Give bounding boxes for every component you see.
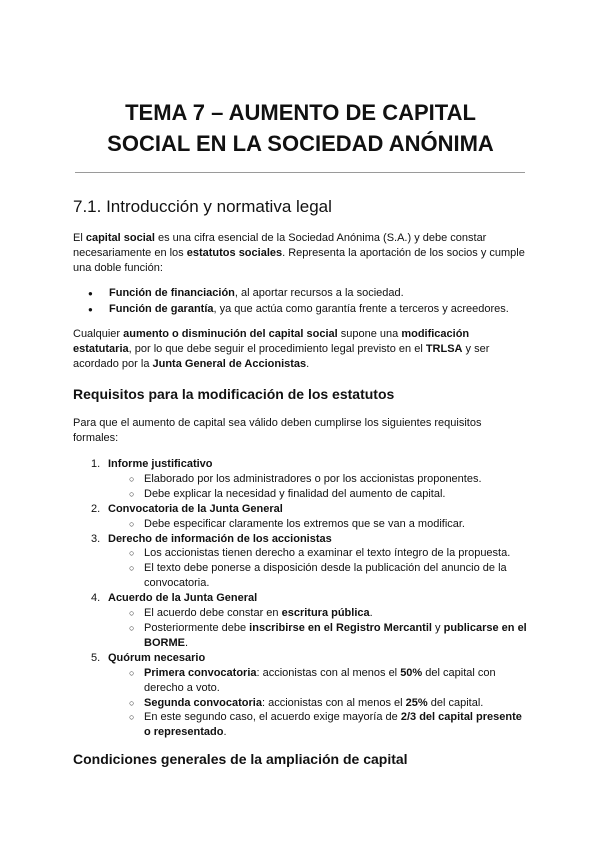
list-item — [88, 302, 528, 318]
sub-text: del capital. — [427, 696, 484, 709]
condiciones-heading: Condiciones generales de la ampliación de capital — [73, 751, 408, 767]
intro-text: . Representa la aportación de los socios y cumple una doble función: — [73, 247, 525, 274]
sub-list — [108, 546, 528, 591]
sub-text: y — [431, 621, 444, 634]
sub-bold: 25% — [405, 696, 428, 709]
sub-item: ○ El texto debe ponerse a disposición desde la publicación del anuncio de la convocatoria. — [108, 561, 528, 591]
sub-text: Posteriormente debe — [144, 621, 250, 634]
sub-text: del capital con derecho a voto. — [144, 666, 496, 694]
item-title: Convocatoria de la Junta General — [108, 502, 283, 515]
sub-bold: publicarse en el BORME — [144, 621, 527, 649]
function-title: Función de garantía — [109, 302, 214, 315]
requisitos-list — [91, 457, 528, 740]
sub-text: . — [369, 607, 373, 620]
sub-text: El acuerdo debe constar en — [144, 607, 282, 620]
functions-list — [88, 286, 528, 317]
sub-bold: 2/3 del capital presente o representado — [144, 711, 522, 739]
list-item — [91, 532, 528, 592]
intro-paragraph — [73, 231, 528, 276]
sub-bold: Segunda convocatoria — [144, 696, 262, 709]
list-item — [91, 591, 528, 651]
sub-item: ○ Debe especificar claramente los extremos que se van a modificar. — [108, 517, 528, 532]
sub-text: . — [184, 636, 189, 649]
para-text: . — [306, 358, 310, 370]
sub-item — [108, 710, 528, 740]
sub-bold: inscribirse en el Registro Mercantil — [249, 621, 432, 634]
sub-item — [108, 666, 528, 696]
function-title: Función de financiación — [109, 287, 235, 299]
para-text: , por lo que debe seguir el procedimiento legal previsto en el — [128, 343, 426, 355]
title-divider — [75, 172, 525, 173]
modification-paragraph — [73, 327, 528, 372]
sub-list — [108, 517, 528, 532]
item-title: Informe justificativo — [108, 458, 213, 470]
item-title: Derecho de información de los accionistas — [108, 532, 332, 545]
function-text: , al aportar recursos a la sociedad. — [234, 287, 404, 299]
title-line-2: SOCIAL EN LA SOCIEDAD ANÓNIMA — [107, 131, 494, 156]
intro-bold: estatutos sociales — [186, 247, 283, 259]
sub-bold: escritura pública — [281, 607, 370, 620]
document-title — [73, 97, 528, 159]
requisitos-intro: Para que el aumento de capital sea válido deben cumplirse los siguientes requisitos formales: — [73, 417, 482, 444]
section-heading: 7.1. Introducción y normativa legal — [73, 197, 332, 216]
sub-text: . — [223, 726, 227, 739]
list-item — [91, 651, 528, 740]
para-bold: aumento o disminución del capital social — [123, 328, 338, 340]
sub-item: ○ Los accionistas tienen derecho a examinar el texto íntegro de la propuesta. — [108, 546, 528, 561]
item-number: 3. — [91, 532, 101, 545]
para-bold: modificación estatutaria — [73, 328, 470, 355]
intro-bold: capital social — [85, 232, 155, 244]
sub-list — [108, 472, 528, 502]
sub-text: En este segundo caso, el acuerdo exige mayoría de — [144, 711, 401, 724]
sub-item — [108, 621, 528, 651]
item-number: 5. — [91, 651, 101, 664]
para-text: Cualquier — [73, 328, 124, 340]
requisitos-heading: Requisitos para la modificación de los estatutos — [73, 386, 395, 402]
function-text: , ya que actúa como garantía frente a terceros y acreedores. — [213, 302, 509, 315]
sub-list — [108, 666, 528, 741]
sub-item: ○ Debe explicar la necesidad y finalidad del aumento de capital. — [108, 487, 528, 502]
sub-bold: 50% — [400, 666, 423, 679]
item-title: Acuerdo de la Junta General — [108, 592, 258, 605]
sub-list — [108, 606, 528, 651]
sub-text: : accionistas con al menos el — [261, 696, 406, 709]
item-number: 1. — [91, 458, 101, 470]
intro-text: El — [73, 232, 86, 244]
item-number: 2. — [91, 502, 101, 515]
list-item — [91, 502, 528, 532]
sub-item — [108, 606, 528, 621]
para-text: supone una — [337, 328, 402, 340]
sub-item: ○ Elaborado por los administradores o por los accionistas proponentes. — [108, 472, 528, 487]
intro-text: es una cifra esencial de la Sociedad Anónima (S.A.) y debe constar necesariamente en los — [73, 232, 487, 259]
para-bold: Junta General de Accionistas — [152, 358, 307, 370]
sub-bold: Primera convocatoria — [144, 666, 257, 679]
para-bold: TRLSA — [425, 343, 463, 355]
sub-text: : accionistas con al menos el — [256, 666, 401, 679]
list-item — [91, 457, 528, 502]
item-title: Quórum necesario — [108, 651, 206, 664]
sub-item — [108, 696, 528, 711]
title-line-1: TEMA 7 – AUMENTO DE CAPITAL — [125, 100, 476, 125]
item-number: 4. — [91, 592, 101, 605]
para-text: y ser acordado por la — [73, 343, 490, 370]
list-item — [88, 286, 528, 302]
